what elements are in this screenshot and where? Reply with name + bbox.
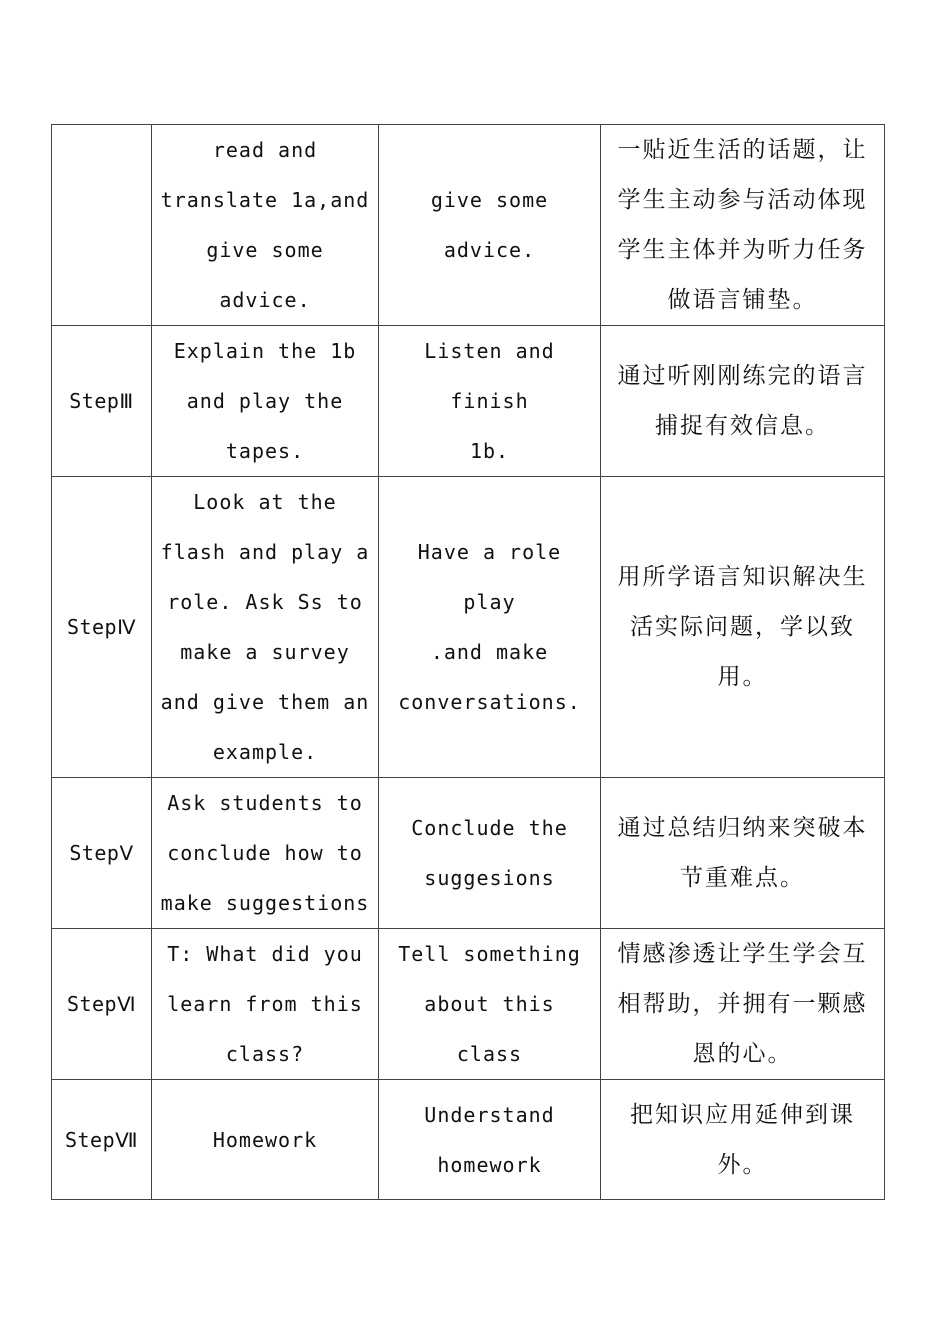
- table-row: [52, 929, 885, 1080]
- design-purpose-cell: 情感渗透让学生学会互 相帮助，并拥有一颗感 恩的心。: [601, 929, 885, 1080]
- design-purpose-cell: 通过总结归纳来突破本 节重难点。: [601, 778, 885, 929]
- table-row: [52, 1080, 885, 1200]
- design-purpose-cell: 把知识应用延伸到课 外。: [601, 1080, 885, 1200]
- teacher-activity-cell: Homework: [152, 1080, 379, 1200]
- step-cell: StepⅦ: [52, 1080, 152, 1200]
- design-purpose-cell: 用所学语言知识解决生 活实际问题，学以致用。: [601, 477, 885, 778]
- step-cell: StepⅤ: [52, 778, 152, 929]
- student-activity-cell: Have a role play .and make conversations.: [379, 477, 601, 778]
- student-activity-cell: give some advice.: [379, 125, 601, 326]
- step-cell: StepⅣ: [52, 477, 152, 778]
- step-cell: StepⅢ: [52, 326, 152, 477]
- student-activity-cell: Understand homework: [379, 1080, 601, 1200]
- step-cell: [52, 125, 152, 326]
- table-row: [52, 778, 885, 929]
- table-row: [52, 125, 885, 326]
- teacher-activity-cell: Ask students to conclude how to make suggestions: [152, 778, 379, 929]
- student-activity-cell: Tell something about this class: [379, 929, 601, 1080]
- teacher-activity-cell: read and translate 1a,and give some advice.: [152, 125, 379, 326]
- teacher-activity-cell: Look at the flash and play a role. Ask Ss to make a survey and give them an example.: [152, 477, 379, 778]
- step-cell: StepⅥ: [52, 929, 152, 1080]
- student-activity-cell: Conclude the suggesions: [379, 778, 601, 929]
- table-row: [52, 326, 885, 477]
- table-row: [52, 477, 885, 778]
- lesson-plan-table: [51, 124, 885, 1200]
- design-purpose-cell: 通过听刚刚练完的语言 捕捉有效信息。: [601, 326, 885, 477]
- design-purpose-cell: 一贴近生活的话题，让 学生主动参与活动体现 学生主体并为听力任务 做语言铺垫。: [601, 125, 885, 326]
- student-activity-cell: Listen and finish 1b.: [379, 326, 601, 477]
- teacher-activity-cell: T: What did you learn from this class?: [152, 929, 379, 1080]
- teacher-activity-cell: Explain the 1b and play the tapes.: [152, 326, 379, 477]
